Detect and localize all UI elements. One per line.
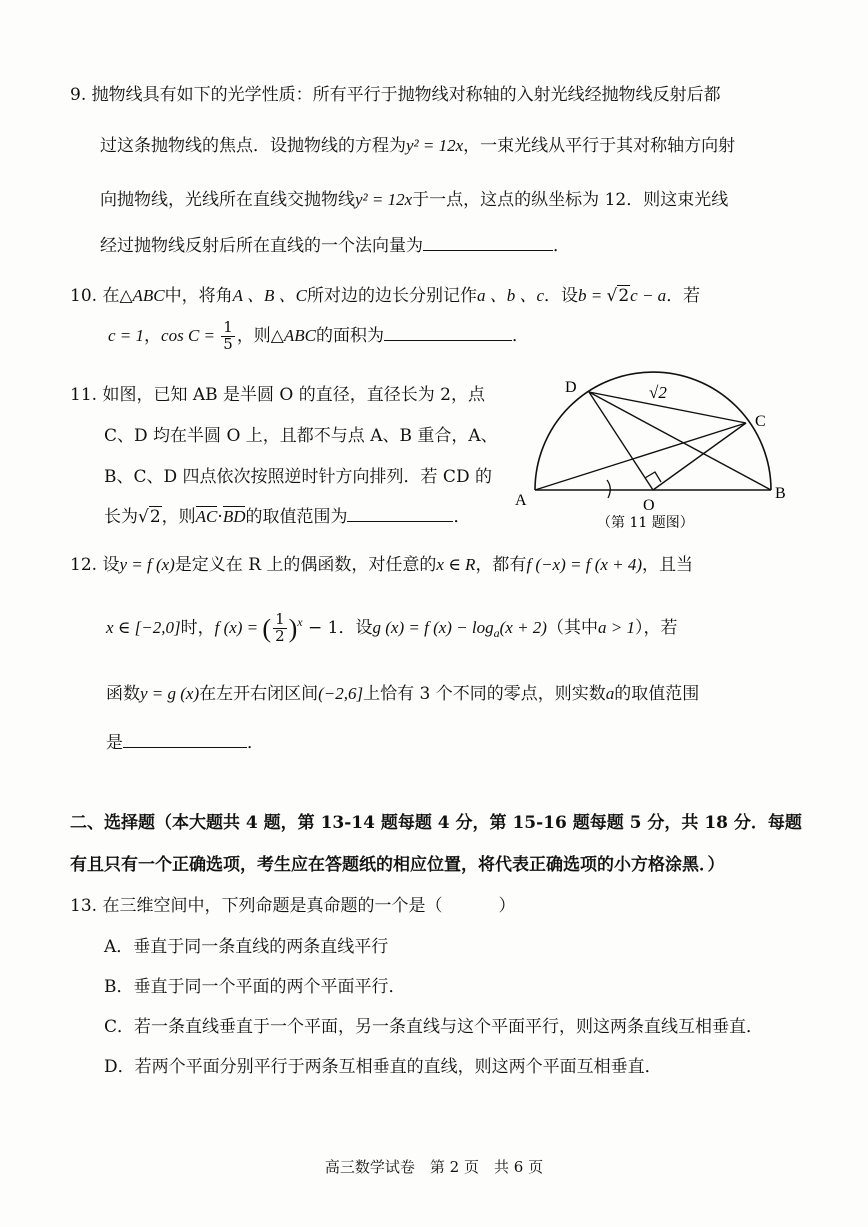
q10-fraction: $\frac{1}{5}$ <box>223 318 233 353</box>
label-D: D <box>565 379 577 396</box>
hand-mark <box>607 480 610 498</box>
segment-DB <box>589 392 771 490</box>
segment-OC <box>653 423 746 490</box>
q9-number: 9. <box>70 85 87 105</box>
q9-line4: 经过抛物线反射后所在直线的一个法向量为 ． <box>100 236 570 256</box>
label-A: A <box>515 492 527 509</box>
section2-heading-line1: 二、选择题（本大题共 4 题，第 13-14 题每题 4 分，第 15-16 题每题 5 分，共 18 分．每题 <box>70 813 802 833</box>
q13-stem: 13. 在三维空间中，下列命题是真命题的一个是（ ） <box>70 896 516 916</box>
q11-semicircle-figure <box>505 368 805 538</box>
q12-fraction: $\frac{1}{2}$ <box>275 610 285 645</box>
handwritten-annotation: √2 <box>649 383 667 402</box>
q11-line3: B、C、D 四点依次按照逆时针方向排列．若 CD 的 <box>104 467 492 487</box>
q11-line1: 11. 如图，已知 AB 是半圆 O 的直径，直径长为 2，点 <box>70 385 485 405</box>
q11-line4: 长为√2，则AC·BD的取值范围为 ． <box>104 507 471 527</box>
q9-answer-blank[interactable] <box>423 234 553 251</box>
figure-caption: （第 11 题图） <box>597 515 694 531</box>
q12-line4: 是 ． <box>106 733 264 753</box>
q12-answer-blank[interactable] <box>123 731 247 748</box>
section2-heading-line2: 有且只有一个正确选项，考生应在答题纸的相应位置，将代表正确选项的小方格涂黑．） <box>70 855 725 875</box>
q12-line2: x ∈ [−2,0]时，f (x) = ( $\frac{1}{2}$ )$^x$ − 1．设g (x) = f $(x) - \log_a(x + 2)$（其中a > 1），若 <box>106 610 678 645</box>
label-B: B <box>775 485 786 502</box>
q13-option-d[interactable]: D．若两个平面分别平行于两条互相垂直的直线，则这两个平面互相垂直． <box>104 1057 662 1077</box>
q11-line2: C、D 均在半圆 O 上，且都不与点 A、B 重合，A、 <box>104 426 498 446</box>
q13-option-b[interactable]: B．垂直于同一个平面的两个平面平行． <box>104 977 406 997</box>
q9-line3: 向抛物线，光线所在直线交抛物线y² = 12x于一点，这点的纵坐标为 12．则这束光线 <box>100 190 729 210</box>
q9-line2: 过这条抛物线的焦点．设抛物线的方程为y² = 12x，一束光线从平行于其对称轴方向射 <box>100 136 736 156</box>
segment-DC <box>589 392 746 423</box>
q9-line1: 9. 抛物线具有如下的光学性质：所有平行于抛物线对称轴的入射光线经抛物线反射后都 <box>70 85 721 105</box>
q12-line3: 函数y = g (x)在左开右闭区间(−2,6]上恰有 3 个不同的零点，则实数a的取值范围 <box>106 684 700 704</box>
q13-option-c[interactable]: C．若一条直线垂直于一个平面，另一条直线与这个平面平行，则这两条直线互相垂直． <box>104 1017 764 1037</box>
q10-line2: c = 1，cos C = $\frac{1}{5}$ ，则△ABC的面积为 ． <box>108 318 529 353</box>
q10-line1: 10. 在△ABC中，将角A 、B 、C所对边的边长分别记作a 、b 、c．设b = √2c − a．若 <box>70 286 701 306</box>
q12-line1: 12. 设y = f (x)是定义在 R 上的偶函数，对任意的x ∈ R，都有f (−x) = f (x + 4)，且当 <box>70 555 694 575</box>
q10-answer-blank[interactable] <box>384 324 512 341</box>
page-footer: 高三数学试卷 第 2 页 共 6 页 <box>324 1158 544 1176</box>
label-O: O <box>643 497 655 514</box>
label-C: C <box>755 413 766 430</box>
q11-answer-blank[interactable] <box>347 505 453 522</box>
segment-DO <box>589 392 653 490</box>
q13-option-a[interactable]: A．垂直于同一条直线的两条直线平行 <box>104 937 389 957</box>
segment-AC <box>535 423 746 490</box>
